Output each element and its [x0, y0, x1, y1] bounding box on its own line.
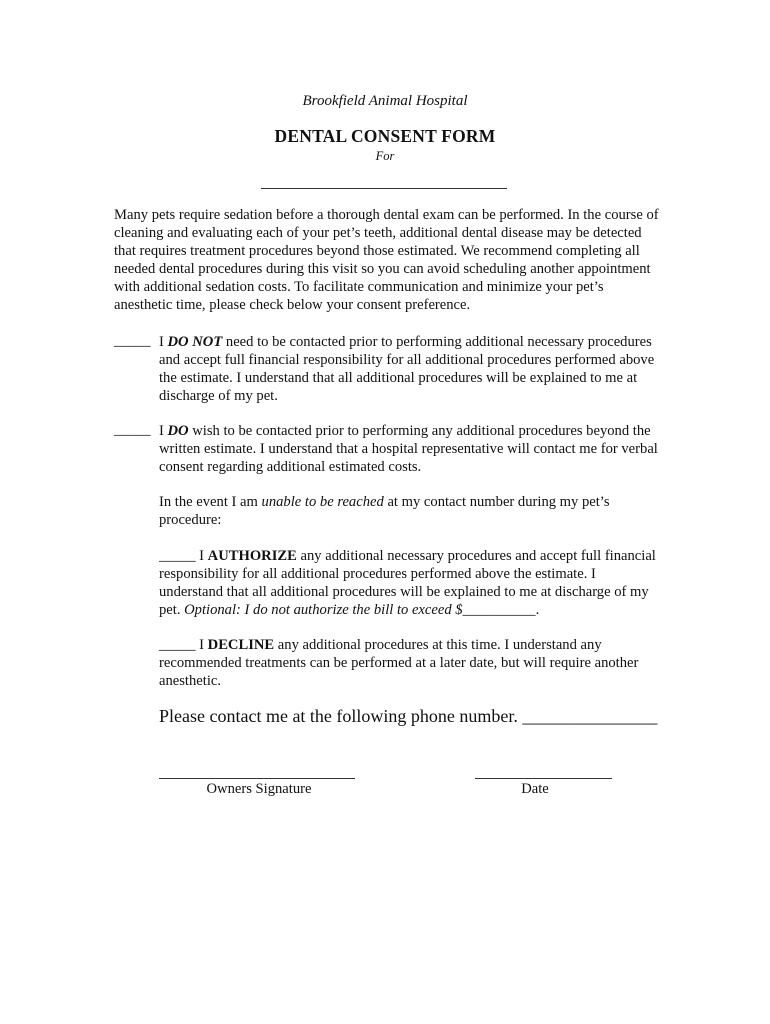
unreachable-paragraph — [159, 493, 659, 529]
do-not-checkbox-blank: _____ — [114, 333, 151, 349]
owner-signature-line — [159, 778, 355, 779]
authorize-blank: _____ — [159, 548, 196, 564]
do-checkbox-blank: _____ — [114, 422, 151, 438]
date-line — [475, 778, 612, 779]
owner-signature-label: Owners Signature — [206, 781, 312, 797]
unreachable-emphasis: unable to be reached — [261, 494, 384, 510]
intro-paragraph: Many pets require sedation before a thorough dental exam can be performed. In the course of cleaning and evaluating each of your pet’s teeth, additional dental disease may be detected that requires treatment procedures beyond those estimated. We recommend completing all needed dental procedures during this visit so you can avoid scheduling another appointment with additional sedation costs. To facilitate communication and minimize your pet’s anesthetic time, please check below your consent preference. — [114, 207, 659, 313]
authorize-emphasis: AUTHORIZE — [207, 548, 297, 564]
option-do-emphasis: DO — [167, 423, 189, 439]
option-do-not — [159, 333, 659, 405]
decline-text: any additional procedures at this time. I understand any recommended treatments can be performed at a later date, but will require another anesthetic. — [159, 637, 639, 689]
decline-option — [159, 636, 659, 690]
for-label: For — [375, 149, 395, 163]
option-do — [159, 422, 659, 476]
unreachable-suffix: at my contact number during my pet’s procedure: — [159, 494, 610, 528]
option-do-not-text: need to be contacted prior to performing additional necessary procedures and accept full financial responsibility for all additional procedures performed above the estimate. I understand that all additional procedures will be explained to me at discharge of my pet. — [159, 334, 655, 404]
authorize-optional: Optional: I do not authorize the bill to exceed $__________ — [184, 602, 536, 618]
contact-phone-line: Please contact me at the following phone number. _______________ — [159, 706, 658, 726]
option-do-text: wish to be contacted prior to performing any additional procedures beyond the written estimate. I understand that a hospital representative will contact me for verbal consent regarding additional estimated costs. — [159, 423, 658, 475]
decline-prefix: I — [195, 637, 208, 653]
form-title: DENTAL CONSENT FORM — [274, 126, 496, 146]
hospital-name: Brookfield Animal Hospital — [302, 93, 468, 109]
pet-name-line — [261, 188, 507, 189]
authorize-end: . — [535, 602, 540, 618]
unreachable-prefix: In the event I am — [159, 494, 262, 510]
option-do-not-prefix: I — [159, 334, 168, 350]
authorize-prefix: I — [195, 548, 208, 564]
option-do-prefix: I — [159, 423, 168, 439]
decline-blank: _____ — [159, 637, 196, 653]
authorize-text: any additional necessary procedures and accept full financial responsibility for all additional procedures performed above the estimate. I understand that all additional procedures will be explained to me at discharge of my pet. — [159, 548, 656, 618]
decline-emphasis: DECLINE — [207, 637, 275, 653]
option-do-not-emphasis: DO NOT — [167, 334, 223, 350]
date-label: Date — [521, 781, 549, 797]
authorize-option — [159, 547, 659, 619]
